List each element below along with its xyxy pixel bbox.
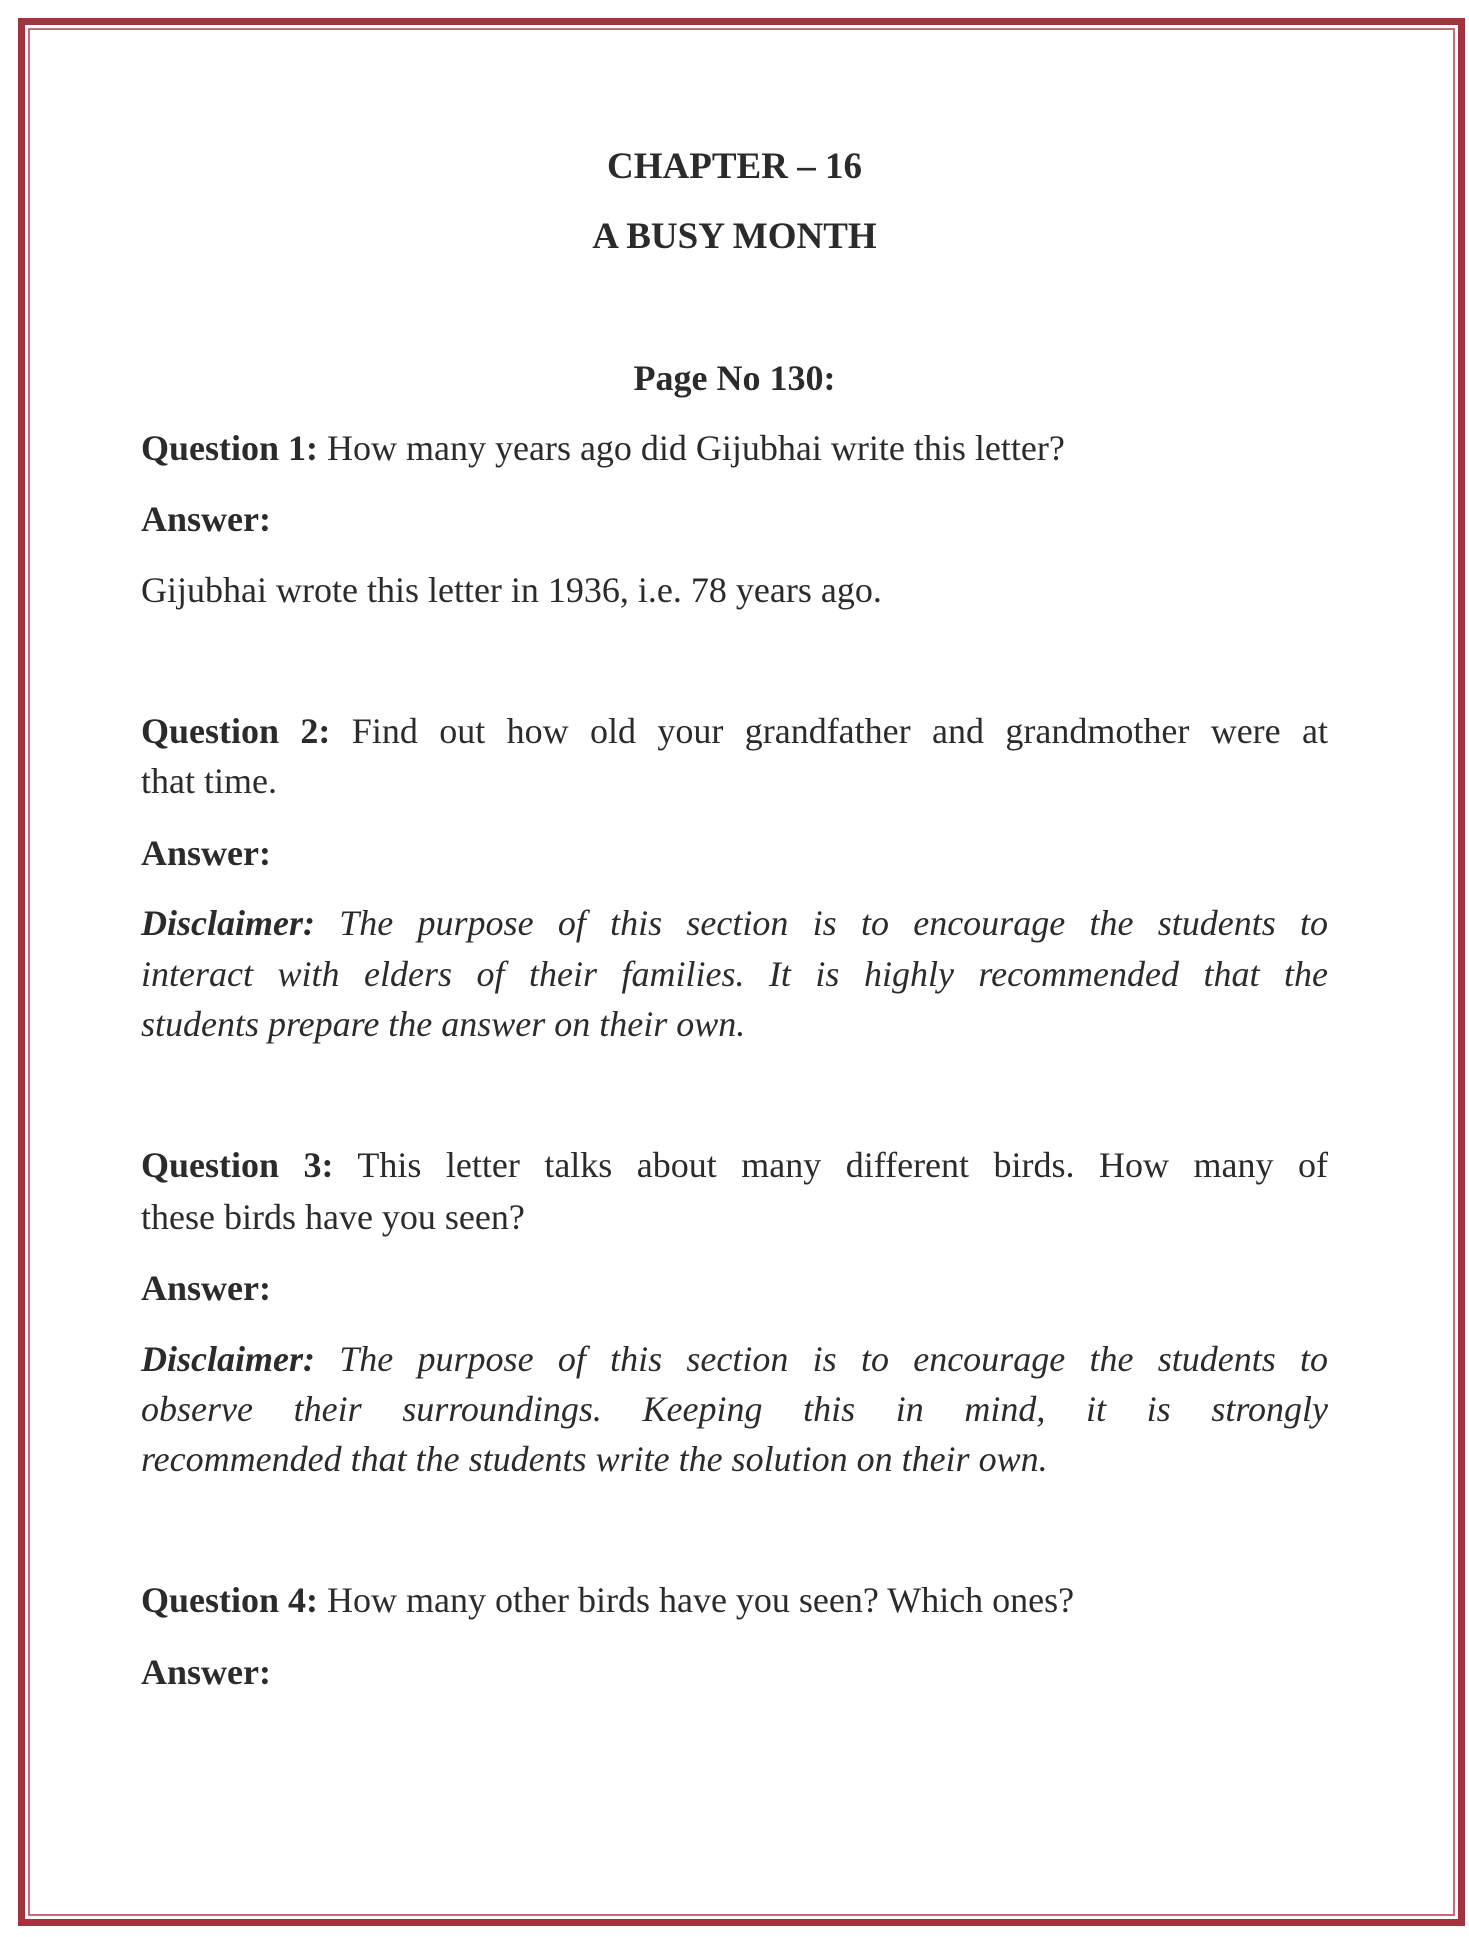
page-number-heading: Page No 130: bbox=[633, 358, 836, 398]
question-2 bbox=[141, 713, 1328, 749]
question-text: How many years ago did Gijubhai write this letter? bbox=[327, 428, 1065, 468]
question-label: Question 2: bbox=[141, 711, 331, 751]
answer-label: Answer: bbox=[141, 1268, 271, 1308]
question-label: Question 1: bbox=[141, 428, 319, 468]
answer-label: Answer: bbox=[141, 499, 271, 539]
question-text: This letter talks about many different birds. How many of bbox=[357, 1145, 1328, 1185]
question-text: Find out how old your grandfather and grandmother were at bbox=[351, 711, 1329, 751]
chapter-heading: CHAPTER – 16 bbox=[607, 146, 862, 187]
chapter-title: A BUSY MONTH bbox=[592, 216, 877, 257]
disclaimer-label: Disclaimer: bbox=[141, 1339, 315, 1379]
disclaimer-text: recommended that the students write the solution on their own. bbox=[141, 1439, 1048, 1479]
question-text-cont: these birds have you seen? bbox=[141, 1197, 525, 1237]
answer-text: Gijubhai wrote this letter in 1936, i.e. 78 years ago. bbox=[141, 570, 882, 610]
question-4 bbox=[141, 1582, 1074, 1618]
question-text: How many other birds have you seen? Which ones? bbox=[327, 1580, 1075, 1620]
disclaimer-text: observe their surroundings. Keeping this in mind, it is strongly bbox=[141, 1389, 1328, 1429]
question-text-cont: that time. bbox=[141, 761, 277, 801]
question-label: Question 4: bbox=[141, 1580, 319, 1620]
disclaimer bbox=[141, 1341, 1328, 1377]
answer-label: Answer: bbox=[141, 1652, 271, 1692]
question-label: Question 3: bbox=[141, 1145, 334, 1185]
question-3 bbox=[141, 1147, 1328, 1183]
disclaimer bbox=[141, 905, 1328, 941]
disclaimer-text: students prepare the answer on their own. bbox=[141, 1004, 746, 1044]
answer-label: Answer: bbox=[141, 833, 271, 873]
disclaimer-text: The purpose of this section is to encourage the students to bbox=[339, 1339, 1328, 1379]
question-1 bbox=[141, 430, 1065, 466]
disclaimer-label: Disclaimer: bbox=[141, 903, 315, 943]
disclaimer-text: interact with elders of their families. It is highly recommended that the bbox=[141, 954, 1328, 994]
disclaimer-text: The purpose of this section is to encourage the students to bbox=[339, 903, 1328, 943]
